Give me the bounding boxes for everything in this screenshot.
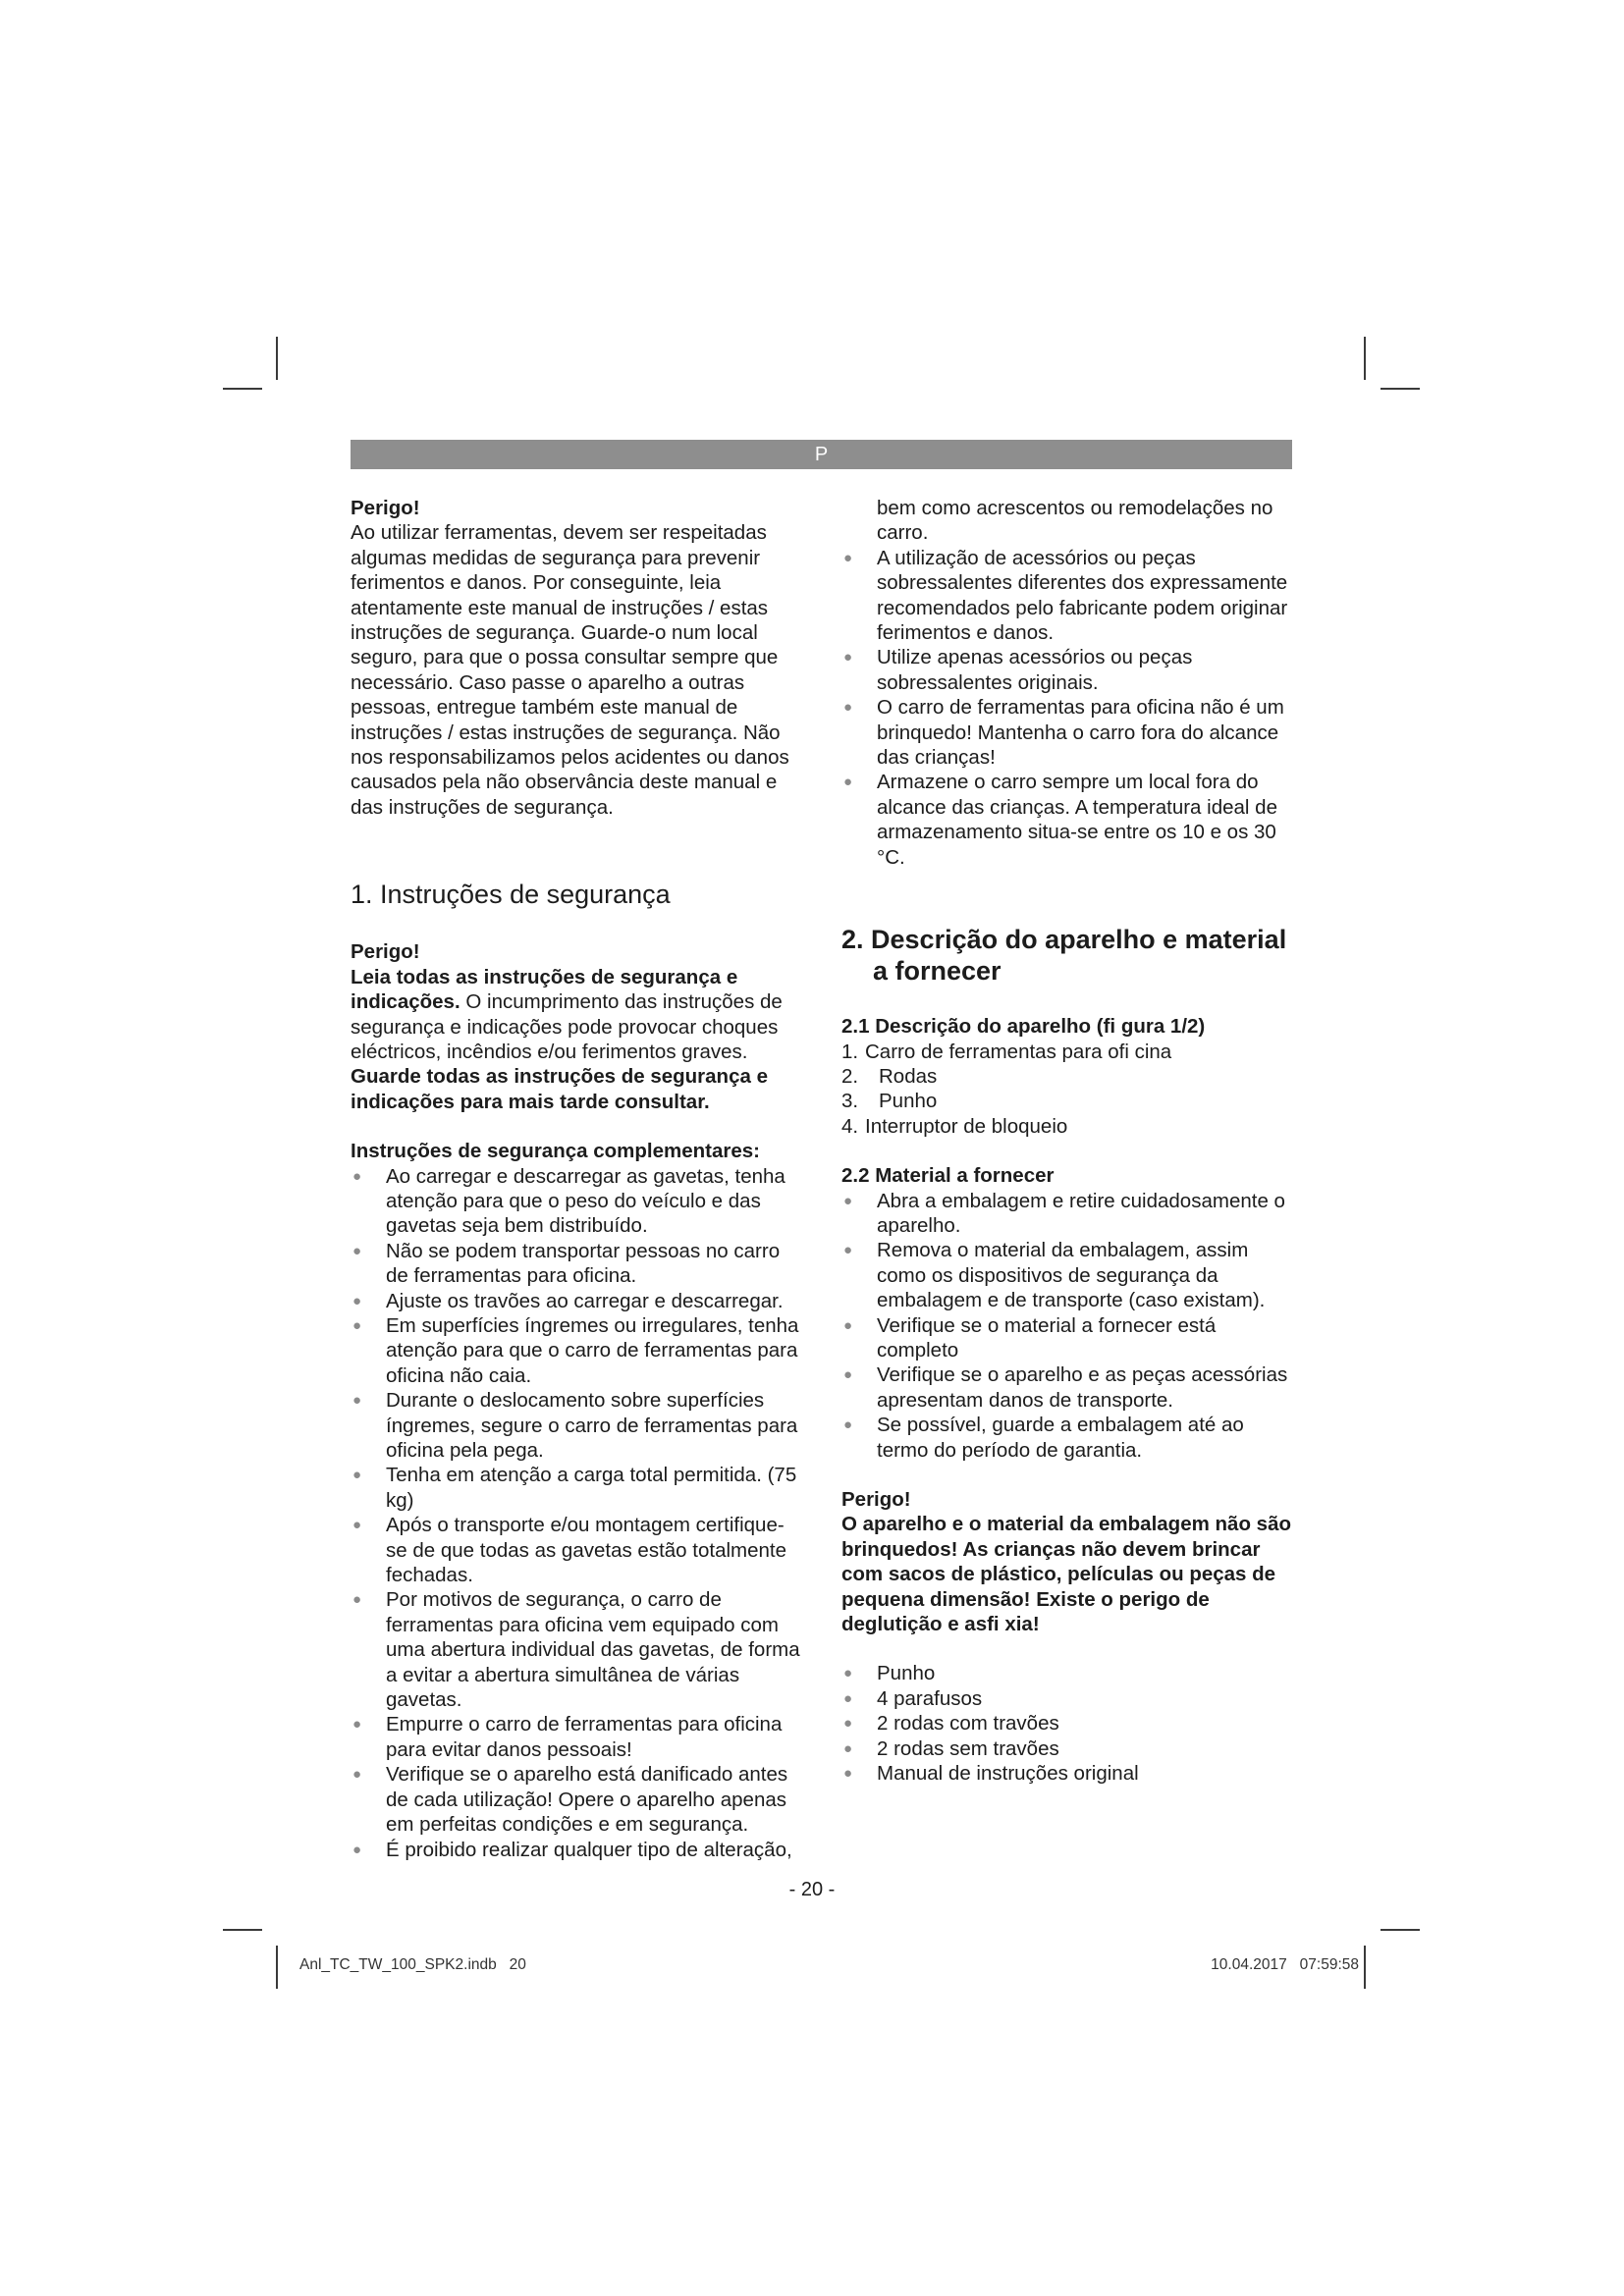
list-item: ● Ajuste os travões ao carregar e descarregar. bbox=[352, 1289, 784, 1312]
bullet-icon: ● bbox=[352, 1841, 362, 1858]
contents-list bbox=[841, 1661, 1293, 1786]
bullet-icon: ● bbox=[352, 1467, 362, 1484]
bullet-icon: ● bbox=[352, 1316, 362, 1334]
bullet-icon: ● bbox=[843, 1242, 853, 1259]
bullet-icon: ● bbox=[352, 1766, 362, 1784]
list-item: ● Manual de instruções original bbox=[843, 1762, 1139, 1786]
crop-mark bbox=[276, 337, 278, 380]
right-column bbox=[841, 496, 1293, 1786]
list-item: ● O carro de ferramentas para oficina não é um brinquedo! Mantenha o carro fora do alcance das crianças! bbox=[843, 696, 1284, 770]
list-item: ● Punho bbox=[843, 1662, 936, 1685]
list-item: ● Se possível, guarde a embalagem até ao termo do período de garantia. bbox=[843, 1414, 1244, 1462]
bullet-icon: ● bbox=[352, 1517, 362, 1534]
crop-mark bbox=[1364, 337, 1366, 380]
list-item: ● Após o transporte e/ou montagem certifique-se de que todas as gavetas estão totalmente fechadas. bbox=[352, 1514, 786, 1587]
crop-mark bbox=[1380, 388, 1420, 390]
language-code: P bbox=[814, 444, 829, 465]
bullet-icon: ● bbox=[843, 1739, 853, 1757]
list-item: ● Durante o deslocamento sobre superfícies íngremes, segure o carro de ferramentas para oficina pela pega. bbox=[352, 1389, 798, 1462]
list-item: 2. Rodas bbox=[841, 1064, 938, 1088]
section2-title: 2. Descrição do aparelho e material a fornecer bbox=[841, 925, 1287, 987]
list-item: ● Abra a embalagem e retire cuidadosamente o aparelho. bbox=[843, 1189, 1285, 1237]
language-header-bar bbox=[351, 440, 1292, 469]
list-item: 1. Carro de ferramentas para ofi cina bbox=[841, 1040, 1172, 1063]
list-item: ● Utilize apenas acessórios ou peças sobressalentes originais. bbox=[843, 646, 1193, 694]
bullet-icon: ● bbox=[843, 1192, 853, 1209]
list-item: ● Por motivos de segurança, o carro de ferramentas para oficina vem equipado com uma abertura individual das gavetas, de forma a evitar a abertura simultânea de várias gavetas. bbox=[352, 1588, 800, 1712]
complementary-title: Instruções de segurança complementares: bbox=[351, 1140, 760, 1163]
bullet-icon: ● bbox=[843, 1665, 853, 1682]
bullet-icon: ● bbox=[843, 774, 853, 791]
list-item: ● Verifique se o aparelho está danificado antes de cada utilização! Opere o aparelho apenas em perfeitas condições e em segurança. bbox=[352, 1763, 788, 1837]
bullet-icon: ● bbox=[843, 1765, 853, 1783]
intro-danger-title: Perigo! bbox=[351, 497, 420, 519]
supply-danger-title: Perigo! bbox=[841, 1488, 911, 1511]
list-item: ● 2 rodas sem travões bbox=[843, 1736, 1059, 1760]
danger-text: O incumprimento das instruções de segurança e indicações pode provocar choques eléctricos, incêndios e/ou ferimentos graves. bbox=[351, 990, 783, 1063]
list-item: ● Verifique se o material a fornecer está completo bbox=[843, 1313, 1217, 1362]
list-item: 4. Interruptor de bloqueio bbox=[841, 1114, 1068, 1138]
list-item: ● Remova o material da embalagem, assim como os dispositivos de segurança da embalagem e de transporte (caso existam). bbox=[843, 1239, 1266, 1312]
list-item: ● Verifique se o aparelho e as peças acessórias apresentam danos de transporte. bbox=[843, 1363, 1288, 1412]
danger-title: Perigo! bbox=[351, 940, 420, 964]
bullet-icon: ● bbox=[352, 1591, 362, 1609]
danger-bold-read: Leia todas as instruções de segurança e indicações. bbox=[351, 965, 738, 1014]
bullet-icon: ● bbox=[352, 1716, 362, 1734]
list-item: ● É proibido realizar qualquer tipo de alteração, bbox=[352, 1838, 792, 1861]
crop-mark bbox=[223, 388, 262, 390]
list-item: ● Armazene o carro sempre um local fora do alcance das crianças. A temperatura ideal de armazenamento situa-se entre os 10 e os 30 °C. bbox=[843, 771, 1277, 869]
intro-text: Ao utilizar ferramentas, devem ser respeitadas algumas medidas de segurança para prevenir ferimentos e danos. Por conseguinte, leia atentamente este manual de instruções / estas instruções de segurança. Guarde-o num local seguro, para que o possa consultar sempre que necessário. Caso passe o aparelho a outras pessoas, entregue também este manual de instruções / estas instruções de segurança. Não nos responsabilizamos pelos acidentes ou danos causados pela não observância deste manual e das instruções de segurança. bbox=[351, 521, 789, 819]
bullet-icon: ● bbox=[352, 1242, 362, 1259]
bullet-icon: ● bbox=[843, 1416, 853, 1434]
section21-title: 2.1 Descrição do aparelho (fi gura 1/2) bbox=[841, 1015, 1206, 1039]
list-item: ● A utilização de acessórios ou peças sobressalentes diferentes dos expressamente recomendados pelo fabricante podem originar ferimentos e danos. bbox=[843, 546, 1288, 645]
page-number: - 20 - bbox=[788, 1879, 836, 1900]
footer-timestamp: 10.04.2017 07:59:58 bbox=[1211, 1956, 1359, 1973]
bullet-icon: ● bbox=[352, 1167, 362, 1185]
supply-danger-text: O aparelho e o material da embalagem não são brinquedos! As crianças não devem brincar com sacos de plástico, películas ou peças de pequena dimensão! Existe o perigo de deglutição e asfi xia! bbox=[841, 1513, 1291, 1636]
bullet-icon: ● bbox=[843, 1689, 853, 1707]
list-item: ● Empurre o carro de ferramentas para oficina para evitar danos pessoais! bbox=[352, 1713, 783, 1761]
list-item: ● 2 rodas com travões bbox=[843, 1712, 1059, 1735]
section22-title: 2.2 Material a fornecer bbox=[841, 1164, 1055, 1188]
bullet-icon: ● bbox=[843, 549, 853, 566]
list-item: ● Não se podem transportar pessoas no carro de ferramentas para oficina. bbox=[352, 1239, 781, 1288]
crop-mark bbox=[223, 1929, 262, 1931]
continued-text: bem como acrescentos ou remodelações no carro. bbox=[877, 497, 1273, 545]
left-column bbox=[351, 496, 802, 1862]
section1-title: 1. Instruções de segurança bbox=[351, 880, 671, 910]
crop-mark bbox=[1364, 1946, 1366, 1989]
list-item: 3. Punho bbox=[841, 1090, 938, 1113]
bullet-icon: ● bbox=[843, 1715, 853, 1733]
footer-file-name: Anl_TC_TW_100_SPK2.indb 20 bbox=[299, 1956, 526, 1973]
bullet-icon: ● bbox=[352, 1392, 362, 1410]
bullet-icon: ● bbox=[843, 1316, 853, 1334]
crop-mark bbox=[276, 1946, 278, 1989]
list-item: ● Ao carregar e descarregar as gavetas, tenha atenção para que o peso do veículo e das gavetas seja bem distribuído. bbox=[352, 1164, 785, 1238]
danger-paragraph bbox=[351, 965, 802, 1065]
bullet-icon: ● bbox=[843, 699, 853, 717]
supply-bullet-list bbox=[841, 1189, 1293, 1463]
safety-bullet-list bbox=[351, 1164, 802, 1862]
list-item: ● Em superfícies íngremes ou irregulares, tenha atenção para que o carro de ferramentas para oficina não caia. bbox=[352, 1313, 799, 1387]
parts-list bbox=[841, 1040, 1293, 1140]
danger-bold-keep: Guarde todas as instruções de segurança e indicações para mais tarde consultar. bbox=[351, 1065, 768, 1113]
list-item: ● Tenha em atenção a carga total permitida. (75 kg) bbox=[352, 1464, 797, 1512]
bullet-icon: ● bbox=[352, 1292, 362, 1309]
bullet-icon: ● bbox=[843, 649, 853, 667]
crop-mark bbox=[1380, 1929, 1420, 1931]
bullet-icon: ● bbox=[843, 1366, 853, 1384]
safety-bullet-list-continued bbox=[841, 546, 1293, 870]
list-item: ● 4 parafusos bbox=[843, 1686, 983, 1710]
